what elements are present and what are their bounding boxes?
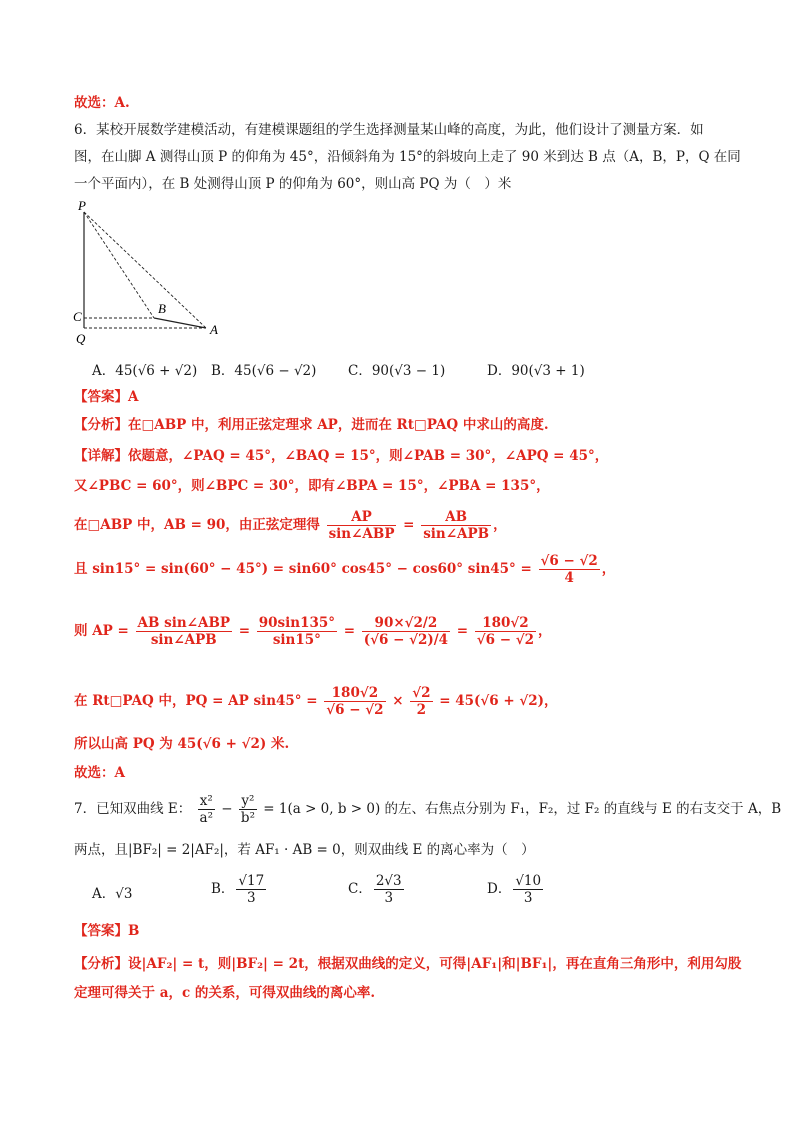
fraction: $\frac{√2}{2}$ [412,685,431,718]
q6-detail-line-1: 【详解】依题意，∠PAQ = 45°，∠BAQ = 15°，则∠PAB = 30°，∠APQ = 45°， [74,448,609,464]
q7-stem-1-text: 7．已知双曲线 E： [74,801,192,817]
q6-detail-4-text: 且 sin15° = sin(60° − 45°) = sin60° cos45° − cos60° sin45° = [74,561,532,577]
label-b: B [158,301,166,316]
q6-detail-3-text: 在□ABP 中，AB = 90，由正弦定理得 [74,517,320,533]
fraction: $\frac{\text{x²}}{\text{a²}}$ [199,793,214,826]
q7-analysis-line-1: 【分析】设|AF₂| = t，则|BF₂| = 2t，根据双曲线的定义，可得|AF₁|和|BF₁|，再在直角三角形中，利用勾股 [74,956,742,972]
q6-detail-line-3: 在□ABP 中，AB = 90，由正弦定理得 $\frac{AP}{\text{sin∠ABP}}$ = $\frac{AB}{\text{sin∠APB}}$ ， [74,509,507,542]
q6-option-b: B．45(√6 − √2) [211,363,317,379]
q5-answer-line: 故选：A. [74,95,130,111]
q6-detail-6-text: 在 Rt□PAQ 中，PQ = AP sin45° = [74,693,318,709]
fraction: $\frac{√6 - √2}{4}$ [540,553,598,586]
q6-detail-line-5: 则 AP = $\frac{\text{AB sin∠ABP}}{\text{sin∠APB}}$ = $\frac{90\sin 135^\circ}{\sin 15^\circ}$ = $\frac{90\times√2/2}{(√6 - √2)/4}$ = $\frac{180√2}{√6 - √2}$ ， [74,615,552,648]
q7-option-b: B． $\frac{√17}{3}$ [211,873,265,906]
q6-detail-6-result: = 45(√6 + √2)， [439,693,558,709]
q6-stem-line-2: 图，在山脚 A 测得山顶 P 的仰角为 45°，沿倾斜角为 15°的斜坡向上走了 90 米到达 B 点（A，B，P，Q 在同 [74,149,741,165]
q6-detail-5-text: 则 AP = [74,623,129,639]
fraction: $\frac{180√2}{√6 - √2}$ [476,615,535,648]
q7-answer: 【答案】B [74,923,140,939]
label-a: A [210,322,218,337]
q6-answer-line: 故选：A [74,765,125,781]
line-pb [84,212,154,318]
q7-option-d: D． $\frac{√10}{3}$ [487,873,542,906]
q7-stem-line-2: 两点，且|BF₂| = 2|AF₂|，若 AF₁ · AB = 0，则双曲线 E 的离心率为（ ） [74,842,535,858]
q6-answer: 【答案】A [74,389,139,405]
q6-stem-line-3: 一个平面内），在 B 处测得山顶 P 的仰角为 60°，则山高 PQ 为（ ）米 [74,176,512,192]
fraction: $\frac{180√2}{√6 - √2}$ [326,685,384,718]
q7-stem-1-rest: = 1(a > 0, b > 0) 的左、右焦点分别为 F₁，F₂，过 F₂ 的直线与 E 的右支交于 A，B [263,801,782,817]
q6-analysis: 【分析】在□ABP 中，利用正弦定理求 AP，进而在 Rt□PAQ 中求山的高度. [74,417,549,433]
fraction: $\frac{90\sin 135^\circ}{\sin 15^\circ}$ [258,615,336,648]
q6-detail-line-6: 在 Rt□PAQ 中，PQ = AP sin45° = $\frac{180√2}{√6 - √2}$ × $\frac{√2}{2}$ = 45(√6 + √2)， [74,685,558,718]
q6-conclusion: 所以山高 PQ 为 45(√6 + √2) 米. [74,736,290,752]
q7-option-a: A．√3 [92,886,133,902]
q6-detail-line-4: 且 sin15° = sin(60° − 45°) = sin60° cos45° − cos60° sin45° = $\frac{√6 - √2}{4}$ ， [74,553,616,586]
fraction: $\frac{\text{AB sin∠ABP}}{\text{sin∠APB}}$ [137,615,231,648]
q6-stem-line-1: 6．某校开展数学建模活动，有建模课题组的学生选择测量某山峰的高度，为此，他们设计了测量方案．如 [74,122,704,138]
q7-option-c: C． $\frac{2√3}{3}$ [348,873,402,906]
q7-analysis-line-2: 定理可得关于 a，c 的关系，可得双曲线的离心率. [74,985,376,1001]
q6-option-d: D．90(√3 + 1) [487,363,585,379]
fraction: $\frac{\text{y²}}{\text{b²}}$ [240,793,255,826]
q7-stem-line-1: 7．已知双曲线 E： $\frac{\text{x²}}{\text{a²}}$ − $\frac{\text{y²}}{\text{b²}}$ = 1(a > 0, b > 0) 的左、右焦点分别为 F₁，F₂，过 F₂ 的直线与 E 的右支交于 A，B [74,793,782,826]
line-pa [84,212,206,328]
fraction: $\frac{AP}{\text{sin∠ABP}}$ [328,509,395,542]
label-p: P [78,198,86,213]
q6-option-a: A．45(√6 + √2) [92,363,198,379]
q6-detail-line-2: 又∠PBC = 60°，则∠BPC = 30°，即有∠BPA = 15°，∠PBA = 135°， [74,478,550,494]
q6-option-c: C．90(√3 − 1) [348,363,446,379]
q6-geometry-figure [74,200,234,350]
line-ba [154,318,206,328]
label-q: Q [76,331,86,346]
fraction: $\frac{AB}{\text{sin∠APB}}$ [423,509,490,542]
fraction: $\frac{90\times√2/2}{(√6 - √2)/4}$ [363,615,449,648]
label-c: C [73,309,82,324]
